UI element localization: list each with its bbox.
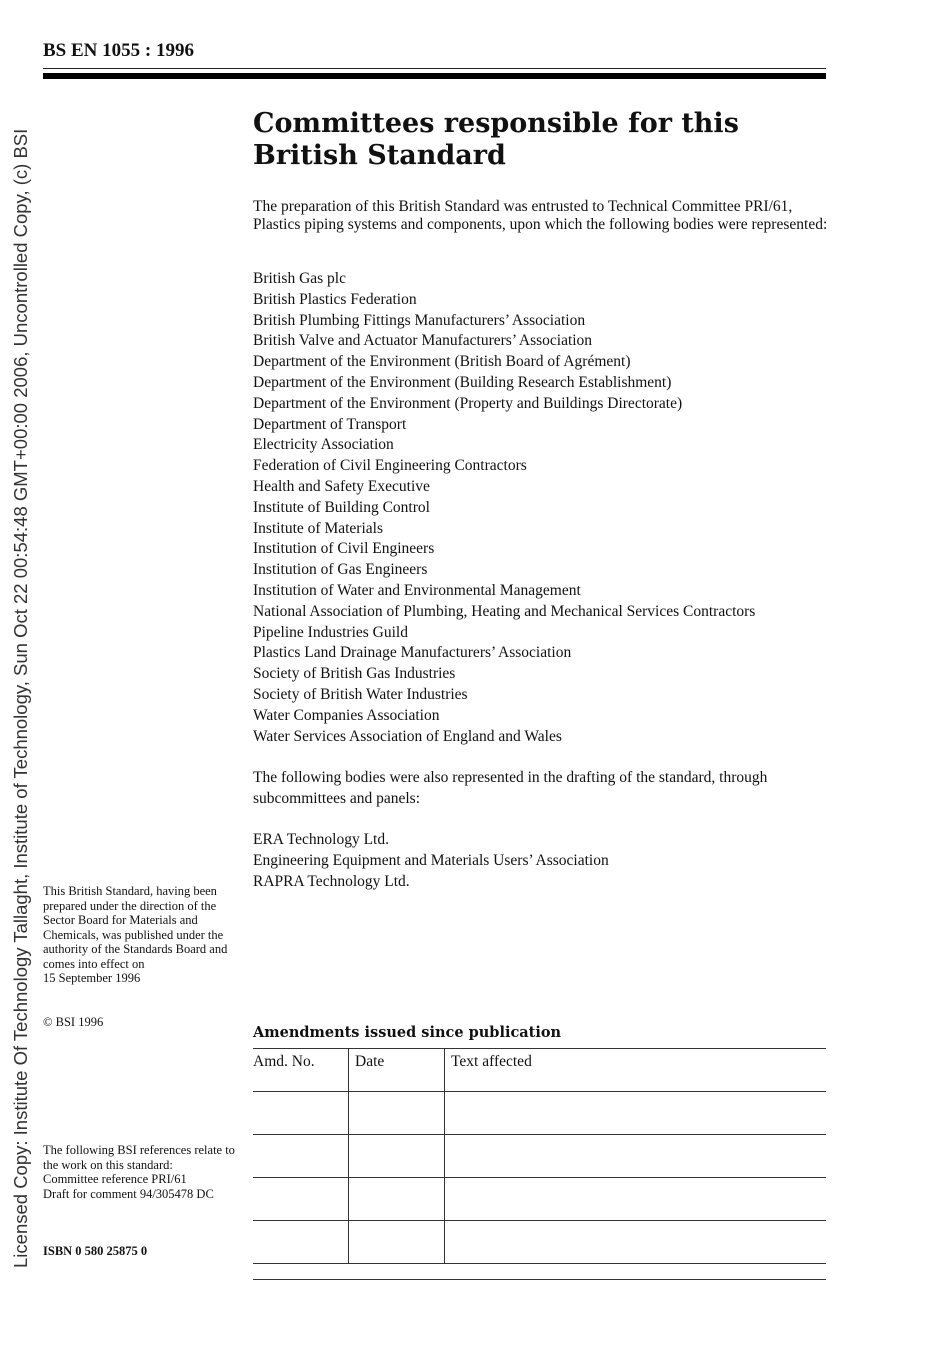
copyright-text: © BSI 1996 (43, 1015, 104, 1029)
list-item: Water Services Association of England and Wales (253, 727, 562, 745)
list-item: Institute of Materials (253, 519, 383, 537)
committee-reference: Committee reference PRI/61 (43, 1172, 187, 1186)
column-header-text-affected: Text affected (445, 1049, 827, 1092)
main-content (253, 108, 828, 892)
column-header-amd-no: Amd. No. (253, 1049, 349, 1092)
standard-code: BS EN 1055 : 1996 (43, 40, 194, 61)
draft-reference: Draft for comment 94/305478 DC (43, 1186, 214, 1201)
bottom-rule (253, 1279, 826, 1280)
also-represented-paragraph: The following bodies were also represented in the drafting of the standard, through subcommittees and panels: (253, 769, 768, 808)
list-item: Institute of Building Control (253, 498, 430, 516)
list-item: Department of the Environment (Property and Buildings Directorate) (253, 394, 683, 412)
represented-bodies-list (253, 269, 828, 747)
list-item: Engineering Equipment and Materials Users’ Association (253, 852, 609, 870)
table-cell (445, 1221, 827, 1264)
list-item: Electricity Association (253, 436, 394, 454)
amendments-table (253, 1048, 826, 1264)
table-header-row (253, 1049, 826, 1092)
list-item: Department of Transport (253, 415, 407, 433)
copyright-note (43, 1015, 238, 1030)
list-item: Society of British Water Industries (253, 685, 468, 703)
table-cell (445, 1178, 827, 1221)
table-cell (349, 1092, 445, 1135)
list-item: Federation of Civil Engineering Contractors (253, 457, 527, 475)
list-item: British Valve and Actuator Manufacturers’ Association (253, 332, 593, 350)
table-cell (253, 1221, 349, 1264)
list-item: Department of the Environment (Building Research Establishment) (253, 373, 672, 391)
list-item: ERA Technology Ltd. (253, 831, 389, 849)
table-cell (349, 1178, 445, 1221)
list-item: British Plastics Federation (253, 290, 417, 308)
table-row (253, 1221, 826, 1264)
list-item: National Association of Plumbing, Heating and Mechanical Services Contractors (253, 602, 756, 620)
isbn: ISBN 0 580 25875 0 (43, 1244, 148, 1258)
list-item: Institution of Gas Engineers (253, 561, 428, 579)
references-intro: The following BSI references relate to the work on this standard: (43, 1143, 235, 1172)
list-item: Plastics Land Drainage Manufacturers’ Association (253, 644, 572, 662)
list-item: Health and Safety Executive (253, 477, 430, 495)
list-item: Water Companies Association (253, 706, 440, 724)
also-represented-list (253, 829, 828, 892)
list-item: Society of British Gas Industries (253, 665, 456, 683)
table-cell (253, 1092, 349, 1135)
effective-date: 15 September 1996 (43, 971, 141, 985)
list-item: RAPRA Technology Ltd. (253, 873, 410, 891)
table-cell (445, 1135, 827, 1178)
header-rule-thick (43, 73, 826, 79)
header-rule-thin (43, 68, 826, 69)
table-cell (445, 1092, 827, 1135)
list-item: Institution of Civil Engineers (253, 540, 435, 558)
list-item: Institution of Water and Environmental Management (253, 581, 581, 599)
table-row (253, 1178, 826, 1221)
table-row (253, 1135, 826, 1178)
table-cell (349, 1221, 445, 1264)
bsi-references (43, 1143, 238, 1201)
list-item: Pipeline Industries Guild (253, 623, 408, 641)
publication-note-text: This British Standard, having been prepared under the direction of the Sector Board for Materials and Chemicals, was published under the authority of the Standards Board and comes into effect on (43, 884, 228, 971)
table-row (253, 1092, 826, 1135)
list-item: Department of the Environment (British Board of Agrément) (253, 353, 631, 371)
table-cell (253, 1178, 349, 1221)
list-item: British Plumbing Fittings Manufacturers’ Association (253, 311, 586, 329)
page-title: Committees responsible for this British Standard (253, 108, 739, 171)
license-watermark: Licensed Copy: Institute Of Technology Tallaght, Institute of Technology, Sun Oct 22 00:54:48 GMT+00:00 2006, Uncontrolled Copy, (c) BSI (10, 128, 31, 1268)
publication-note (43, 884, 238, 986)
table-cell (253, 1135, 349, 1178)
column-header-date: Date (349, 1049, 445, 1092)
amendments-title: Amendments issued since publication (253, 1024, 562, 1041)
table-cell (349, 1135, 445, 1178)
list-item: British Gas plc (253, 270, 346, 287)
intro-paragraph: The preparation of this British Standard was entrusted to Technical Committee PRI/61, Plastics piping systems and components, upon which the following bodies were represented: (253, 198, 828, 233)
